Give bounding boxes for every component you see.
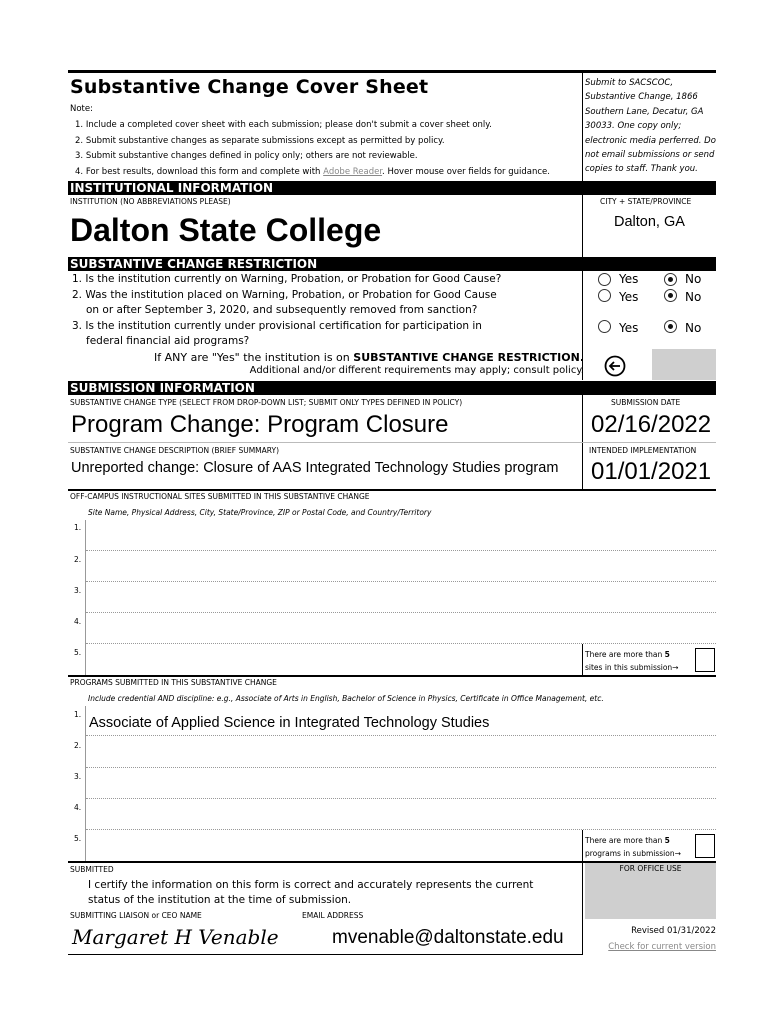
city-label: CITY + STATE/PROVINCE	[600, 197, 692, 206]
program-row-2-num: 2.	[74, 741, 82, 750]
submission-bottom-rule	[68, 489, 716, 491]
q2-no-label: No	[685, 290, 702, 304]
institution-divider	[582, 195, 583, 257]
submission-date-field[interactable]: 02/16/2022	[591, 411, 712, 438]
submission-rule	[68, 442, 716, 443]
q3-no-radio[interactable]	[664, 320, 677, 333]
site-row-5-field[interactable]	[86, 644, 582, 675]
description-field[interactable]: Unreported change: Closure of AAS Integrated Technology Studies program	[71, 460, 559, 476]
restriction-shaded-cell	[652, 349, 716, 380]
program-row-5-num: 5.	[74, 834, 82, 843]
q1-no-radio[interactable]	[664, 273, 677, 286]
program-row-4-num: 4.	[74, 803, 82, 812]
description-label: SUBSTANTIVE CHANGE DESCRIPTION (BRIEF SUMMARY)	[70, 446, 280, 455]
program-more-divider	[582, 830, 583, 861]
email-label: EMAIL ADDRESS	[302, 911, 364, 920]
program-row-1-field[interactable]: Associate of Applied Science in Integrated Technology Studies	[86, 706, 716, 736]
q1-yes-radio[interactable]	[598, 273, 611, 286]
back-arrow-icon[interactable]	[604, 355, 626, 377]
sites-more-checkbox[interactable]	[695, 648, 715, 672]
note-item-4: 4. For best results, download this form and complete with Adobe Reader. Hover mouse over fields for guidance.	[75, 167, 550, 177]
submitted-label: SUBMITTED	[70, 865, 114, 874]
site-row-4-field[interactable]	[86, 613, 716, 644]
q2-yes-radio[interactable]	[598, 289, 611, 302]
restriction-question-2-cont: on or after September 3, 2020, and subsequently removed from sanction?	[86, 304, 478, 316]
note-item-3: 3. Submit substantive changes defined in policy only; others are not reviewable.	[75, 151, 418, 161]
liaison-label: SUBMITTING LIAISON or CEO NAME	[70, 911, 202, 920]
city-field[interactable]: Dalton, GA	[614, 214, 685, 230]
restriction-question-3: 3. Is the institution currently under provisional certification for participation in	[72, 320, 482, 332]
programs-hint: Include credential AND discipline: e.g., Associate of Arts in English, Bachelor of Science in Physics, Certificate in Office Management, etc.	[88, 694, 604, 703]
adobe-reader-link[interactable]: Adobe Reader	[323, 167, 383, 177]
submit-instructions: Submit to SACSCOC, Substantive Change, 1866 Southern Lane, Decatur, GA 30033. One copy only; electronic media perferred. Do not email submissions or send copies to staff. Thank you.	[585, 78, 716, 175]
sites-more-note: There are more than 5 sites in this submission→	[585, 650, 679, 672]
program-row-1-num: 1.	[74, 710, 82, 719]
program-row-2-field[interactable]	[86, 737, 716, 768]
site-row-3-num: 3.	[74, 586, 82, 595]
institutional-section-header: INSTITUTIONAL INFORMATION	[68, 181, 716, 195]
site-row-1-num: 1.	[74, 523, 82, 532]
change-type-label: SUBSTANTIVE CHANGE TYPE (SELECT FROM DROP-DOWN LIST; SUBMIT ONLY TYPES DEFINED IN POLICY)	[70, 398, 463, 407]
implementation-label: INTENDED IMPLEMENTATION	[589, 446, 697, 455]
sites-bottom-rule	[68, 675, 716, 677]
programs-more-note: There are more than 5 programs in submission→	[585, 836, 681, 858]
sites-hint: Site Name, Physical Address, City, State/Province, ZIP or Postal Code, and Country/Territory	[88, 508, 432, 517]
q3-yes-label: Yes	[619, 321, 639, 335]
site-more-divider	[582, 644, 583, 675]
site-row-3-field[interactable]	[86, 582, 716, 613]
program-row-5-field[interactable]	[86, 830, 582, 861]
site-row-2-field[interactable]	[86, 551, 716, 582]
program-row-4-field[interactable]	[86, 799, 716, 830]
q1-yes-label: Yes	[619, 272, 639, 286]
programs-label: PROGRAMS SUBMITTED IN THIS SUBSTANTIVE CHANGE	[70, 678, 277, 687]
site-row-5-num: 5.	[74, 648, 82, 657]
q1-no-label: No	[685, 272, 702, 286]
signature-rule	[68, 954, 582, 955]
implementation-field[interactable]: 01/01/2021	[591, 458, 712, 485]
top-rule	[68, 70, 716, 73]
signature-field[interactable]: Margaret H Venable	[72, 925, 279, 949]
restriction-question-2: 2. Was the institution placed on Warning, Probation, or Probation for Good Cause	[72, 289, 497, 301]
change-type-field[interactable]: Program Change: Program Closure	[71, 411, 449, 438]
program-row-3-num: 3.	[74, 772, 82, 781]
certification-text: I certify the information on this form is correct and accurately represents the current status of the institution at the time of submission.	[88, 879, 534, 906]
submission-date-label: SUBMISSION DATE	[611, 398, 681, 407]
restriction-section-header: SUBSTANTIVE CHANGE RESTRICTION	[68, 257, 716, 271]
programs-more-checkbox[interactable]	[695, 834, 715, 858]
site-row-4-num: 4.	[74, 617, 82, 626]
note-item-2: 2. Submit substantive changes as separate submissions except as permitted by policy.	[75, 136, 445, 146]
office-use-label: FOR OFFICE USE	[619, 864, 682, 873]
program-row-3-field[interactable]	[86, 768, 716, 799]
institution-label: INSTITUTION (NO ABBREVIATIONS PLEASE)	[70, 197, 231, 206]
site-row-1-field[interactable]	[86, 520, 716, 551]
restriction-question-3-cont: federal financial aid programs?	[86, 335, 250, 347]
header-divider	[582, 73, 583, 181]
note-label: Note:	[70, 104, 93, 114]
q2-no-radio[interactable]	[664, 289, 677, 302]
submission-section-header: SUBMISSION INFORMATION	[68, 381, 716, 395]
revised-date: Revised 01/31/2022	[631, 926, 716, 936]
form-title: Substantive Change Cover Sheet	[70, 76, 429, 98]
sites-label: OFF-CAMPUS INSTRUCTIONAL SITES SUBMITTED IN THIS SUBSTANTIVE CHANGE	[70, 492, 370, 501]
email-field[interactable]: mvenable@daltonstate.edu	[332, 927, 564, 948]
q2-yes-label: Yes	[619, 290, 639, 304]
restriction-notice-detail: Additional and/or different requirements may apply; consult policy.	[249, 365, 584, 376]
note-item-1: 1. Include a completed cover sheet with each submission; please don't submit a cover sheet only.	[75, 120, 492, 130]
restriction-question-1: 1. Is the institution currently on Warning, Probation, or Probation for Good Cause?	[72, 273, 502, 285]
q3-no-label: No	[685, 321, 702, 335]
submitted-divider	[582, 863, 583, 955]
check-version-link[interactable]: Check for current version	[608, 942, 716, 952]
institution-field[interactable]: Dalton State College	[70, 212, 382, 248]
q3-yes-radio[interactable]	[598, 320, 611, 333]
site-row-2-num: 2.	[74, 555, 82, 564]
restriction-notice: If ANY are "Yes" the institution is on SUBSTANTIVE CHANGE RESTRICTION.	[154, 351, 584, 364]
